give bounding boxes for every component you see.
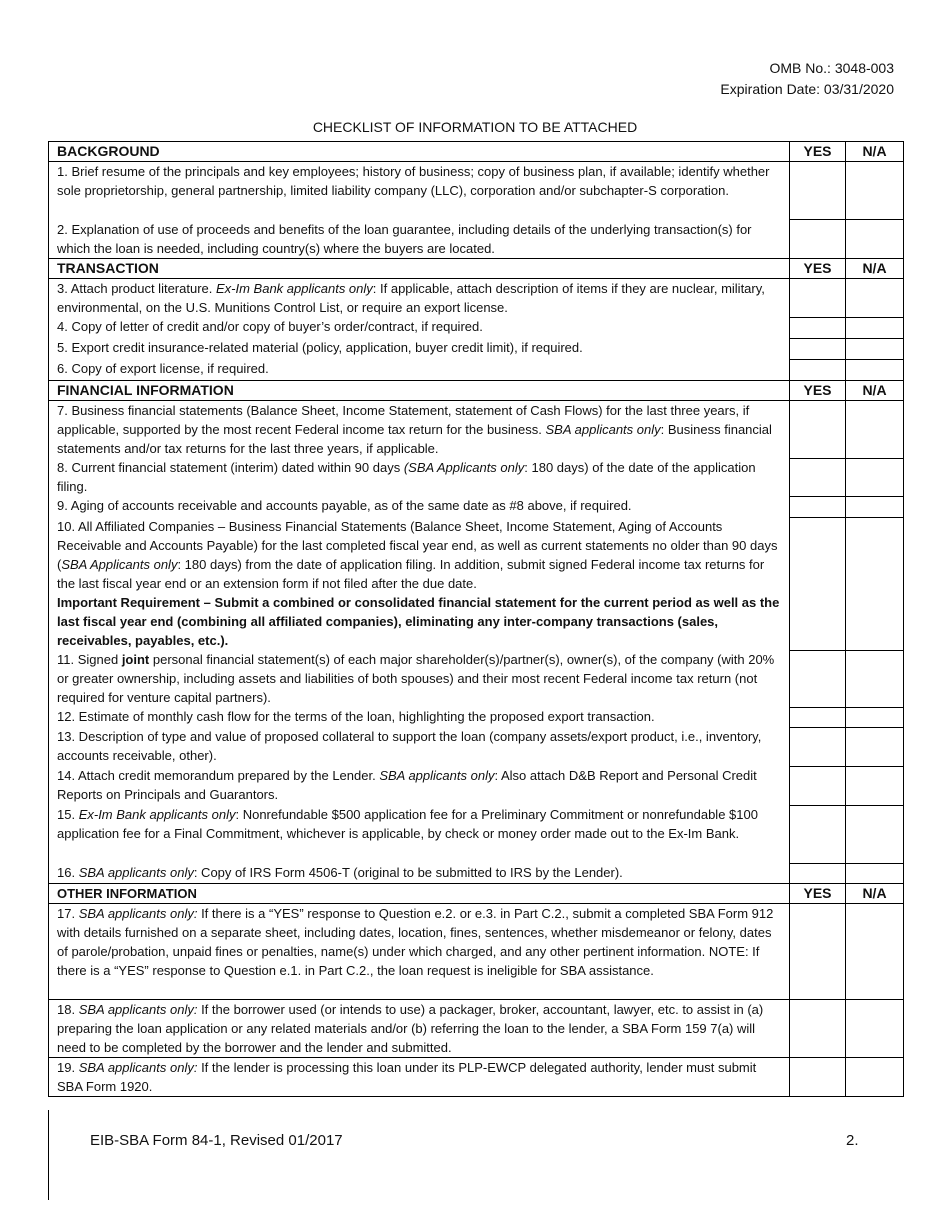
na-column-header: N/A <box>846 142 904 162</box>
checklist-row <box>49 496 904 517</box>
item-12: 12. Estimate of monthly cash flow for the terms of the loan, highlighting the proposed export transaction. <box>49 707 790 727</box>
yes-column-header: YES <box>790 258 846 278</box>
na-column-header: N/A <box>846 883 904 903</box>
checklist-row <box>49 727 904 766</box>
yes-checkbox[interactable] <box>790 1057 846 1096</box>
na-checkbox[interactable] <box>846 162 904 220</box>
yes-checkbox[interactable] <box>790 517 846 650</box>
section-title: TRANSACTION <box>49 258 790 278</box>
item-6: 6. Copy of export license, if required. <box>49 359 790 380</box>
checklist-row <box>49 359 904 380</box>
item-9: 9. Aging of accounts receivable and accounts payable, as of the same date as #8 above, if required. <box>49 496 790 517</box>
section-header-transaction <box>49 258 904 278</box>
yes-checkbox[interactable] <box>790 805 846 863</box>
checklist-row <box>49 458 904 496</box>
yes-checkbox[interactable] <box>790 707 846 727</box>
item-2: 2. Explanation of use of proceeds and benefits of the loan guarantee, including details of the underlying transaction(s) for which the loan is needed, including country(s) where the buyers are located. <box>49 220 790 259</box>
section-header-other <box>49 883 904 903</box>
item-17: 17. SBA applicants only: If there is a “YES” response to Question e.2. or e.3. in Part C.2., submit a completed SBA Form 912 with details furnished on a separate sheet, including dates, location, fines, sentences, whether misdemeanor or felony, dates of parole/probation, unpaid fines or penalties, name(s) under which charged, and any other pertinent information. NOTE: If there is a “YES” response to Question e.1. in Part C.2., the loan request is ineligible for SBA assistance. <box>49 903 790 999</box>
na-checkbox[interactable] <box>846 766 904 805</box>
item-7: 7. Business financial statements (Balance Sheet, Income Statement, statement of Cash Flows) for the last three years, if applicable, supported by the most recent Federal income tax return for the business. SBA applicants only: Business financial statements and/or tax returns for the last three years, if applicable. <box>49 400 790 458</box>
yes-column-header: YES <box>790 142 846 162</box>
omb-block <box>720 58 894 100</box>
yes-checkbox[interactable] <box>790 650 846 707</box>
item-4: 4. Copy of letter of credit and/or copy of buyer’s order/contract, if required. <box>49 317 790 338</box>
item-18: 18. SBA applicants only: If the borrower used (or intends to use) a packager, broker, accountant, lawyer, etc. to assist in (a) preparing the loan application or any related materials and/or (b) referring the loan to the lender, a SBA Form 159 7(a) will need to be completed by the borrower and the lender and submitted. <box>49 999 790 1057</box>
item-19: 19. SBA applicants only: If the lender is processing this loan under its PLP-EWCP delegated authority, lender must submit SBA Form 1920. <box>49 1057 790 1096</box>
na-checkbox[interactable] <box>846 496 904 517</box>
na-checkbox[interactable] <box>846 278 904 317</box>
na-checkbox[interactable] <box>846 220 904 259</box>
na-checkbox[interactable] <box>846 1057 904 1096</box>
checklist-row <box>49 338 904 359</box>
yes-checkbox[interactable] <box>790 727 846 766</box>
checklist-row <box>49 517 904 650</box>
checklist-row <box>49 999 904 1057</box>
item-11: 11. Signed joint personal financial statement(s) of each major shareholder(s)/partner(s), owner(s), of the company (with 20% or greater ownership, including assets and liabilities of both spouses) and their most recent Federal income tax return (not required for venture capital partners). <box>49 650 790 707</box>
na-checkbox[interactable] <box>846 863 904 883</box>
na-column-header: N/A <box>846 380 904 400</box>
na-checkbox[interactable] <box>846 400 904 458</box>
page-title: CHECKLIST OF INFORMATION TO BE ATTACHED <box>312 119 638 135</box>
checklist-row <box>49 805 904 863</box>
na-column-header: N/A <box>846 258 904 278</box>
yes-checkbox[interactable] <box>790 903 846 999</box>
na-checkbox[interactable] <box>846 317 904 338</box>
checklist-row <box>49 220 904 259</box>
yes-checkbox[interactable] <box>790 317 846 338</box>
page-number: 2. <box>846 1132 859 1149</box>
item-16: 16. SBA applicants only: Copy of IRS Form 4506-T (original to be submitted to IRS by the Lender). <box>49 863 790 883</box>
item-1: 1. Brief resume of the principals and key employees; history of business; copy of business plan, if available; identify whether sole proprietorship, general partnership, limited liability company (LLC), corporation and/or subchapter-S corporation. <box>49 162 790 220</box>
yes-checkbox[interactable] <box>790 766 846 805</box>
checklist-row <box>49 863 904 883</box>
item-15: 15. Ex-Im Bank applicants only: Nonrefundable $500 application fee for a Preliminary Commitment or nonrefundable $100 application fee for a Final Commitment, whichever is applicable, by check or money order made out to the Ex-Im Bank. <box>49 805 790 863</box>
na-checkbox[interactable] <box>846 707 904 727</box>
section-title: BACKGROUND <box>49 142 790 162</box>
na-checkbox[interactable] <box>846 805 904 863</box>
section-header-background <box>49 142 904 162</box>
yes-checkbox[interactable] <box>790 863 846 883</box>
item-3: 3. Attach product literature. Ex-Im Bank applicants only: If applicable, attach description of items if they are nuclear, military, environmental, on the U.S. Munitions Control List, or require an export license. <box>49 278 790 317</box>
na-checkbox[interactable] <box>846 517 904 650</box>
checklist-row <box>49 903 904 999</box>
expiration-date: Expiration Date: 03/31/2020 <box>720 81 894 97</box>
na-checkbox[interactable] <box>846 650 904 707</box>
item-14: 14. Attach credit memorandum prepared by the Lender. SBA applicants only: Also attach D&B Report and Personal Credit Reports on Principals and Guarantors. <box>49 766 790 805</box>
margin-rule <box>48 1110 49 1200</box>
yes-checkbox[interactable] <box>790 400 846 458</box>
item-5: 5. Export credit insurance-related material (policy, application, buyer credit limit), if required. <box>49 338 790 359</box>
yes-checkbox[interactable] <box>790 220 846 259</box>
yes-checkbox[interactable] <box>790 496 846 517</box>
section-header-financial <box>49 380 904 400</box>
na-checkbox[interactable] <box>846 727 904 766</box>
checklist-row <box>49 1057 904 1096</box>
yes-column-header: YES <box>790 883 846 903</box>
yes-checkbox[interactable] <box>790 278 846 317</box>
yes-checkbox[interactable] <box>790 162 846 220</box>
checklist-row <box>49 400 904 458</box>
na-checkbox[interactable] <box>846 903 904 999</box>
checklist-row <box>49 162 904 220</box>
checklist-table <box>48 141 904 1097</box>
yes-column-header: YES <box>790 380 846 400</box>
form-identifier: EIB-SBA Form 84-1, Revised 01/2017 <box>90 1132 343 1149</box>
yes-checkbox[interactable] <box>790 338 846 359</box>
omb-number: OMB No.: 3048-003 <box>769 60 894 76</box>
checklist-row <box>49 766 904 805</box>
yes-checkbox[interactable] <box>790 999 846 1057</box>
na-checkbox[interactable] <box>846 359 904 380</box>
item-10: 10. All Affiliated Companies – Business Financial Statements (Balance Sheet, Income Statement, Aging of Accounts Receivable and Accounts Payable) for the last completed fiscal year end, as well as current statements no older than 90 days (SBA Applicants only: 180 days) from the date of application filing. In addition, submit signed Federal income tax returns for the last fiscal year end or an extension form if not filed after the due date. Important Requirement – Submit a combined or consolidated financial statement for the current period as well as the last fiscal year end (combining all affiliated companies), eliminating any inter-company transactions (sales, receivables, payables, etc.). <box>49 517 790 650</box>
na-checkbox[interactable] <box>846 338 904 359</box>
checklist-row <box>49 278 904 317</box>
item-13: 13. Description of type and value of proposed collateral to support the loan (company assets/export product, i.e., inventory, accounts receivable, other). <box>49 727 790 766</box>
section-title: OTHER INFORMATION <box>49 883 790 903</box>
yes-checkbox[interactable] <box>790 359 846 380</box>
section-title: FINANCIAL INFORMATION <box>49 380 790 400</box>
checklist-row <box>49 317 904 338</box>
na-checkbox[interactable] <box>846 458 904 496</box>
na-checkbox[interactable] <box>846 999 904 1057</box>
yes-checkbox[interactable] <box>790 458 846 496</box>
checklist-row <box>49 650 904 707</box>
item-8: 8. Current financial statement (interim) dated within 90 days (SBA Applicants only: 180 days) of the date of the application filing. <box>49 458 790 496</box>
checklist-row <box>49 707 904 727</box>
